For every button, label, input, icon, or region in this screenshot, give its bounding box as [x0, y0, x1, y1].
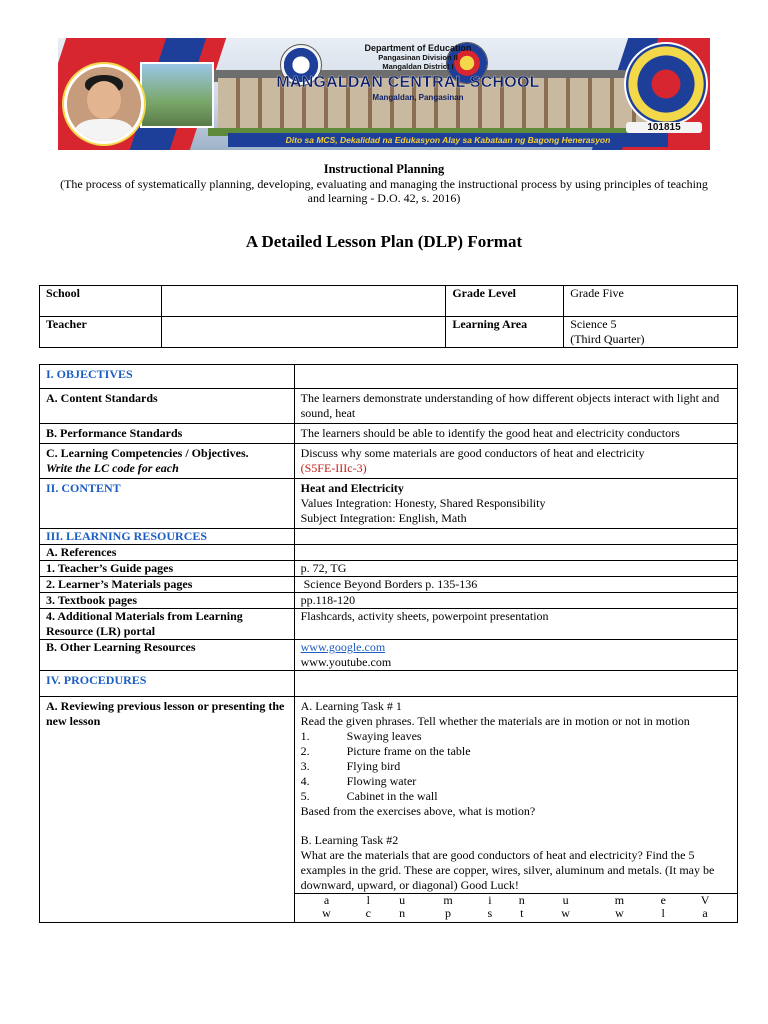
grid-cell: w: [561, 906, 570, 920]
learning-tasks-cell: [294, 697, 737, 923]
list-item: 4. Flowing water: [300, 774, 417, 788]
dlp-format-title: A Detailed Lesson Plan (DLP) Format: [245, 232, 523, 251]
word-search-grid: [295, 893, 737, 920]
learners-materials-value: Science Beyond Borders p. 135-136: [294, 577, 737, 593]
learners-materials-label: 2. Learner’s Materials pages: [40, 577, 295, 593]
list-item: 1. Swaying leaves: [300, 729, 422, 743]
grid-cell: w: [615, 906, 624, 920]
school-value: [161, 286, 445, 317]
grade-level-value: Grade Five: [564, 286, 738, 317]
grid-cell: e: [660, 893, 666, 907]
learning-resources-heading: III. LEARNING RESOURCES: [40, 529, 295, 545]
teachers-guide-label: 1. Teacher’s Guide pages: [40, 561, 295, 577]
references-label: A. References: [40, 545, 295, 561]
grid-cell: l: [661, 906, 665, 920]
grid-cell: u: [562, 893, 569, 907]
other-resources-value-cell: [294, 640, 737, 671]
teachers-guide-value: p. 72, TG: [294, 561, 737, 577]
learning-competencies-value: Discuss why some materials are good conductors of heat and electricity: [300, 446, 645, 460]
list-item: 5. Cabinet in the wall: [300, 789, 438, 803]
instructional-planning-title: Instructional Planning: [323, 162, 445, 176]
textbook-pages-label: 3. Textbook pages: [40, 593, 295, 609]
banner-school-name: MANGALDAN CENTRAL SCHOOL: [276, 74, 540, 91]
grid-cell: m: [614, 893, 625, 907]
principal-photo: [64, 64, 144, 144]
banner-department: Department of Education: [364, 43, 472, 53]
grid-cell: s: [487, 906, 493, 920]
additional-materials-label: 4. Additional Materials from Learning Resource (LR) portal: [40, 609, 295, 640]
learning-area-subject: Science 5: [570, 317, 617, 331]
lesson-plan-table: [39, 364, 738, 923]
content-heading: II. CONTENT: [40, 479, 295, 529]
teacher-value: [161, 317, 445, 348]
school-seal-icon: [624, 42, 708, 126]
youtube-url: www.youtube.com: [300, 655, 392, 669]
task1-list: [301, 729, 731, 804]
grid-cell: n: [399, 906, 406, 920]
instructional-planning-description: (The process of systematically planning, developing, evaluating and managing the instructional process by using principles of teaching and learning - D.O. 42, s. 2016): [60, 177, 708, 205]
grid-cell: a: [323, 893, 330, 907]
task1-title: A. Learning Task # 1: [300, 699, 402, 713]
grid-cell: p: [445, 906, 451, 920]
banner-district: Mangaldan District I: [382, 62, 454, 71]
grid-cell: a: [702, 906, 708, 920]
reviewing-lesson-label: A. Reviewing previous lesson or presenting the new lesson: [40, 697, 295, 923]
learning-competencies-label: C. Learning Competencies / Objectives.: [46, 446, 249, 460]
learning-area-value: [564, 317, 738, 348]
teacher-label: Teacher: [40, 317, 162, 348]
grid-cell: n: [518, 893, 525, 907]
grid-cell: t: [520, 906, 524, 920]
lc-code: (S5FE-IIIc-3): [300, 461, 367, 475]
lesson-info-table: [39, 285, 738, 348]
other-resources-label: B. Other Learning Resources: [40, 640, 295, 671]
google-link[interactable]: www.google.com: [300, 640, 386, 654]
school-banner: [58, 38, 710, 150]
banner-tagline-strip: [228, 133, 668, 147]
banner-tagline: Dito sa MCS, Dekalidad na Edukasyon Alay sa Kabataan ng Bagong Henerasyon: [285, 135, 611, 145]
content-value-cell: [294, 479, 737, 529]
task1-instructions: Read the given phrases. Tell whether the materials are in motion or not in motion: [300, 714, 690, 728]
learning-competencies-cell: [40, 444, 295, 479]
performance-standards-label: B. Performance Standards: [40, 424, 295, 444]
banner-division: Pangasinan Division II: [378, 53, 458, 62]
additional-materials-value: Flashcards, activity sheets, powerpoint presentation: [294, 609, 737, 640]
task2-instructions: What are the materials that are good conductors of heat and electricity? Find the 5 examples in the grid. These are copper, wires, silver, aluminum and metals. (It may be downward, upward, or diagonal) Good Luck!: [300, 848, 715, 892]
learning-competencies-note: Write the LC code for each: [46, 461, 179, 475]
procedures-heading: IV. PROCEDURES: [40, 671, 295, 697]
task2-title: B. Learning Task #2: [300, 833, 399, 847]
grid-cell: m: [443, 893, 453, 907]
banner-school-location: Mangaldan, Pangasinan: [372, 93, 464, 102]
content-standards-value: The learners demonstrate understanding of how different objects interact with light and sound, heat: [294, 389, 737, 424]
content-title: Heat and Electricity: [300, 481, 404, 495]
subject-integration: Subject Integration: English, Math: [300, 511, 467, 525]
learning-area-quarter: (Third Quarter): [570, 332, 645, 346]
school-label: School: [40, 286, 162, 317]
grid-cell: V: [700, 893, 710, 907]
campus-photo: [140, 62, 214, 128]
grid-cell: w: [322, 906, 331, 920]
grade-level-label: Grade Level: [446, 286, 564, 317]
grid-cell: l: [366, 893, 370, 907]
grid-cell: u: [399, 893, 406, 907]
list-item: 2. Picture frame on the table: [300, 744, 471, 758]
banner-school-id: 101815: [626, 122, 702, 133]
grid-cell: c: [365, 906, 371, 920]
grid-cell: i: [488, 893, 492, 907]
task1-question: Based from the exercises above, what is motion?: [300, 804, 536, 818]
learning-area-label: Learning Area: [446, 317, 564, 348]
objectives-heading: I. OBJECTIVES: [40, 365, 295, 389]
values-integration: Values Integration: Honesty, Shared Responsibility: [300, 496, 546, 510]
list-item: 3. Flying bird: [300, 759, 401, 773]
performance-standards-value: The learners should be able to identify the good heat and electricity conductors: [294, 424, 737, 444]
textbook-pages-value: pp.118-120: [294, 593, 737, 609]
content-standards-label: A. Content Standards: [40, 389, 295, 424]
learning-competencies-value-cell: [294, 444, 737, 479]
